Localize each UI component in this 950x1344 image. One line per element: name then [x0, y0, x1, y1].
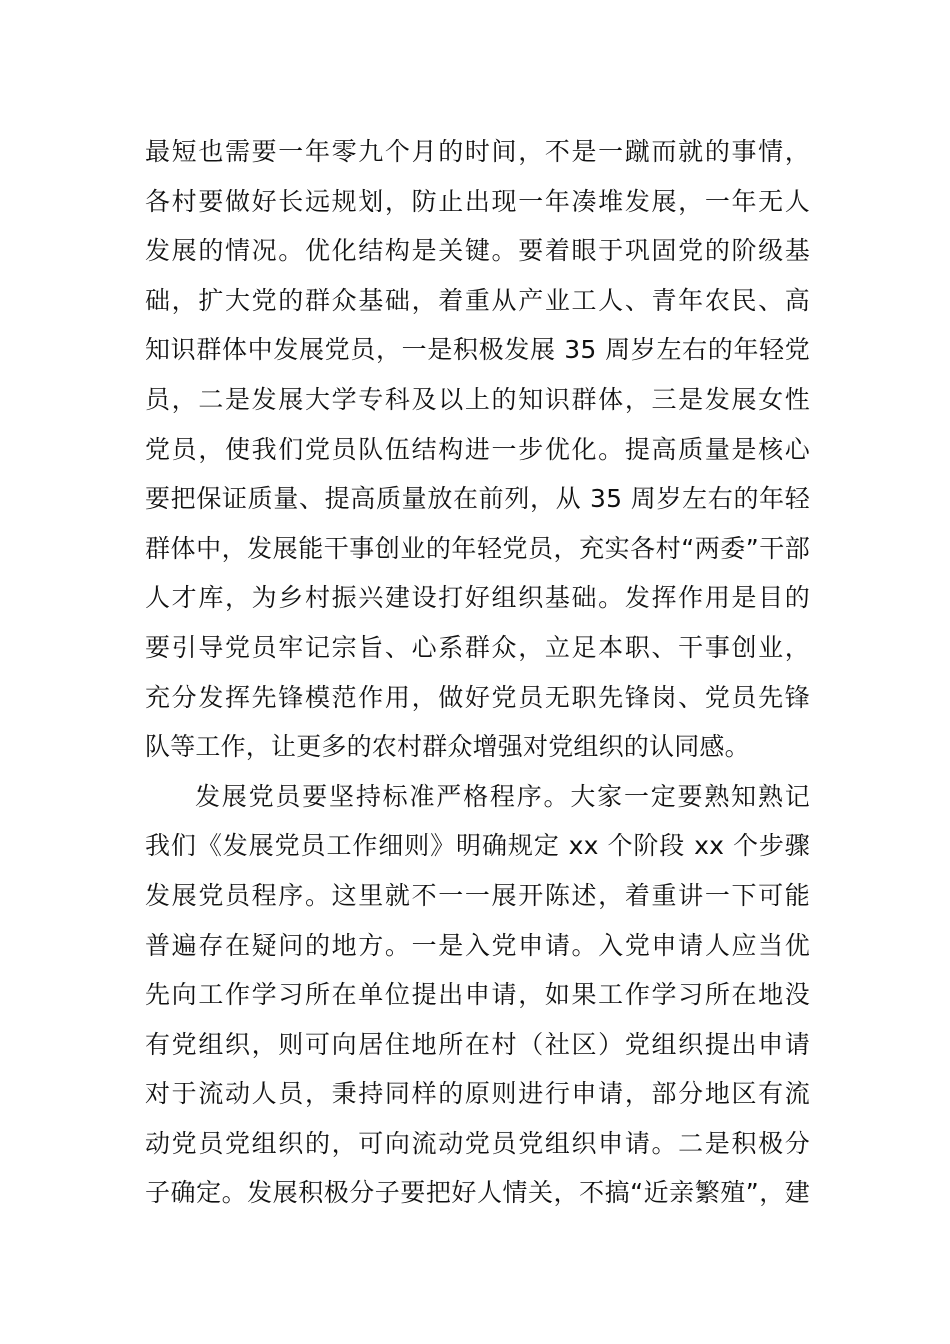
paragraph-line: 充分发挥先锋模范作用，做好党员无职先锋岗、党员先锋	[145, 682, 810, 712]
paragraph-line: 子确定。发展积极分子要把好人情关，不搞“近亲繁殖”，建	[145, 1178, 810, 1208]
paragraph-line: 各村要做好长远规划，防止出现一年凑堆发展，一年无人	[145, 186, 810, 216]
paragraph-line: 我们《发展党员工作细则》明确规定 xx 个阶段 xx 个步骤	[145, 831, 810, 861]
paragraph-line: 发展党员要坚持标准严格程序。大家一定要熟知熟记	[195, 781, 810, 811]
paragraph-line: 础，扩大党的群众基础，着重从产业工人、青年农民、高	[145, 285, 810, 315]
paragraph-line: 动党员党组织的，可向流动党员党组织申请。二是积极分	[145, 1128, 810, 1158]
paragraph-line: 党员，使我们党员队伍结构进一步优化。提高质量是核心	[145, 434, 810, 464]
paragraph-line: 人才库，为乡村振兴建设打好组织基础。发挥作用是目的	[145, 583, 810, 613]
paragraph-line: 最短也需要一年零九个月的时间，不是一蹴而就的事情，	[145, 137, 810, 166]
paragraph-1	[145, 127, 810, 772]
paragraph-line: 群体中，发展能干事创业的年轻党员，充实各村“两委”干部	[145, 533, 810, 563]
paragraph-line: 有党组织，则可向居住地所在村（社区）党组织提出申请	[145, 1029, 810, 1059]
paragraph-line: 要引导党员牢记宗旨、心系群众，立足本职、干事创业，	[145, 632, 810, 662]
paragraph-line: 普遍存在疑问的地方。一是入党申请。入党申请人应当优	[145, 930, 810, 960]
paragraph-line: 发展的情况。优化结构是关键。要着眼于巩固党的阶级基	[145, 236, 810, 266]
document-body	[145, 127, 810, 1218]
paragraph-line: 队等工作，让更多的农村群众增强对党组织的认同感。	[145, 732, 750, 762]
paragraph-line: 对于流动人员，秉持同样的原则进行申请，部分地区有流	[145, 1079, 810, 1109]
paragraph-line: 发展党员程序。这里就不一一展开陈述，着重讲一下可能	[145, 880, 810, 910]
paragraph-line: 知识群体中发展党员，一是积极发展 35 周岁左右的年轻党	[145, 335, 810, 365]
paragraph-line: 员，二是发展大学专科及以上的知识群体，三是发展女性	[145, 384, 810, 414]
paragraph-line: 要把保证质量、提高质量放在前列，从 35 周岁左右的年轻	[145, 484, 810, 514]
paragraph-2	[145, 772, 810, 1218]
paragraph-line: 先向工作学习所在单位提出申请，如果工作学习所在地没	[145, 980, 810, 1010]
